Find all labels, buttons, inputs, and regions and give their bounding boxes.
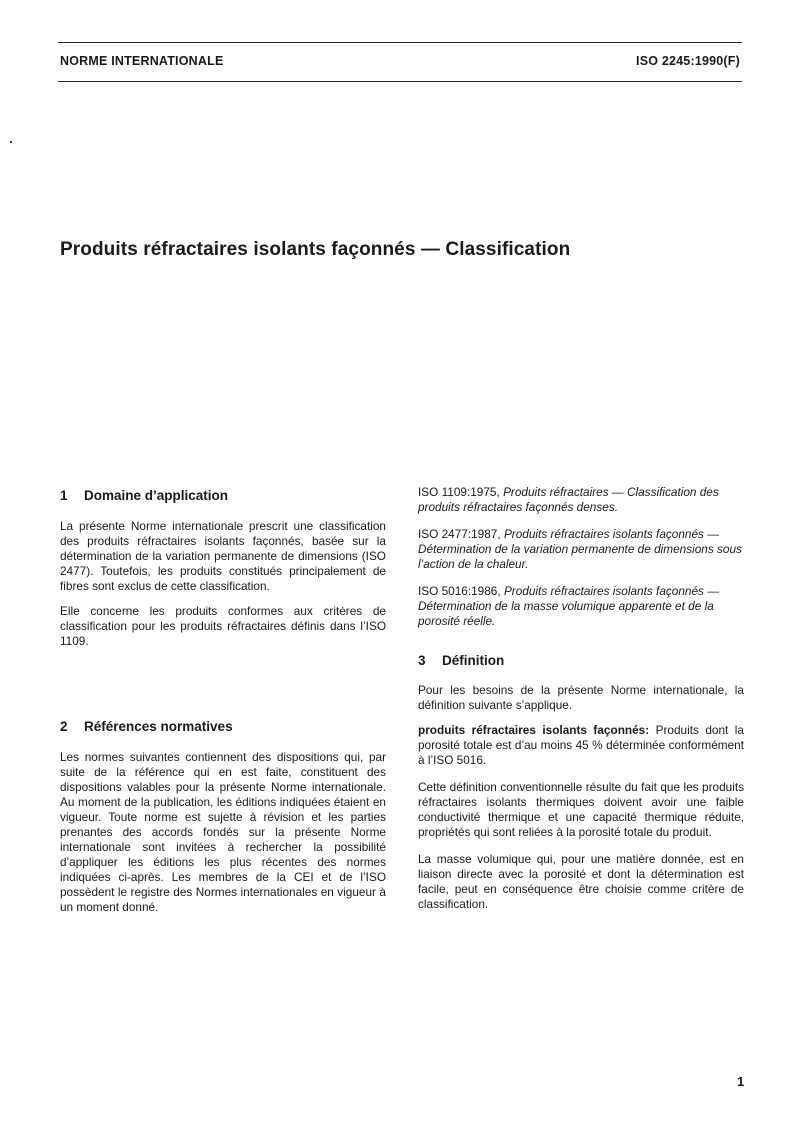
reference-list bbox=[418, 485, 744, 629]
reference-item bbox=[418, 485, 744, 515]
paragraph: Cette définition conventionnelle résulte du fait que les produits réfractaires isolants thermiques doivent avoir une faible conductivité thermique et une capacité thermique réduite, propriétés qui sont reliées à la porosité totale du produit. bbox=[418, 780, 744, 839]
reference-code: ISO 5016:1986, bbox=[418, 584, 501, 598]
section-1-body bbox=[60, 519, 386, 649]
reference-code: ISO 1109:1975, bbox=[418, 485, 500, 499]
paragraph: La masse volumique qui, pour une matière donnée, est en liaison directe avec la porosité et dont la détermination est facile, peut en conséquence être choisie comme critère de classification. bbox=[418, 852, 744, 911]
reference-title: Produits réfractaires isolants façonnés — Détermination de la variation permanente de dimensions sous l’action de la chaleur. bbox=[418, 527, 742, 571]
paragraph: La présente Norme internationale prescrit une classification des produits réfractaires isolants façonnés, basée sur la détermination de la variation permanente de dimensions (ISO 2477). Toutefois, les produits constitués principalement de fibres sont exclus de cette classification. bbox=[60, 519, 386, 593]
header-left-label: NORME INTERNATIONALE bbox=[60, 54, 224, 68]
reference-item bbox=[418, 584, 744, 629]
reference-item bbox=[418, 527, 744, 572]
paragraph: Les normes suivantes contiennent des dispositions qui, par suite de la référence qui en est faite, constituent des dispositions valables pour la présente Norme internationale. Au moment de la publication, les éditions indiquées étaient en vigueur. Toute norme est sujette à révision et les parties prenantes des accords fondés sur la présente Norme internationale sont invitées à rechercher la possibilité d’appliquer les éditions les plus récentes des normes indiquées ci-après. Les membres de la CEI et de l’ISO possèdent le registre des Normes internationales en vigueur à un moment donné. bbox=[60, 750, 386, 914]
section-title: Définition bbox=[442, 653, 505, 668]
definition bbox=[418, 723, 744, 768]
header-top-rule bbox=[58, 42, 742, 43]
header-bottom-rule bbox=[58, 81, 742, 82]
section-title: Références normatives bbox=[84, 719, 233, 734]
section-1-heading bbox=[60, 488, 228, 503]
reference-title: Produits réfractaires — Classification des produits réfractaires façonnés denses. bbox=[418, 485, 719, 514]
paragraph: Pour les besoins de la présente Norme internationale, la définition suivante s’applique. bbox=[418, 683, 744, 712]
section-3-heading bbox=[418, 653, 504, 668]
section-number: 1 bbox=[60, 488, 68, 503]
section-title: Domaine d’application bbox=[84, 488, 229, 503]
reference-title: Produits réfractaires isolants façonnés — Détermination de la masse volumique apparente et de la porosité réelle. bbox=[418, 584, 720, 628]
section-2-body bbox=[60, 750, 386, 915]
header-right-label: ISO 2245:1990(F) bbox=[636, 54, 740, 68]
section-2-heading bbox=[60, 719, 233, 734]
section-3-body bbox=[418, 683, 744, 912]
document-title: Produits réfractaires isolants façonnés — Classification bbox=[60, 239, 571, 260]
defined-term: produits réfractaires isolants façonnés: bbox=[418, 723, 650, 737]
reference-code: ISO 2477:1987, bbox=[418, 527, 501, 541]
paragraph: Elle concerne les produits conformes aux critères de classification pour les produits réfractaires définis dans l’ISO 1109. bbox=[60, 604, 386, 648]
page-number: 1 bbox=[737, 1074, 745, 1089]
section-number: 2 bbox=[60, 719, 68, 734]
margin-mark bbox=[10, 141, 12, 143]
section-number: 3 bbox=[418, 653, 426, 668]
term-definition: Produits dont la porosité totale est d’au moins 45 % déterminée conformément à l’ISO 5016. bbox=[418, 723, 744, 767]
